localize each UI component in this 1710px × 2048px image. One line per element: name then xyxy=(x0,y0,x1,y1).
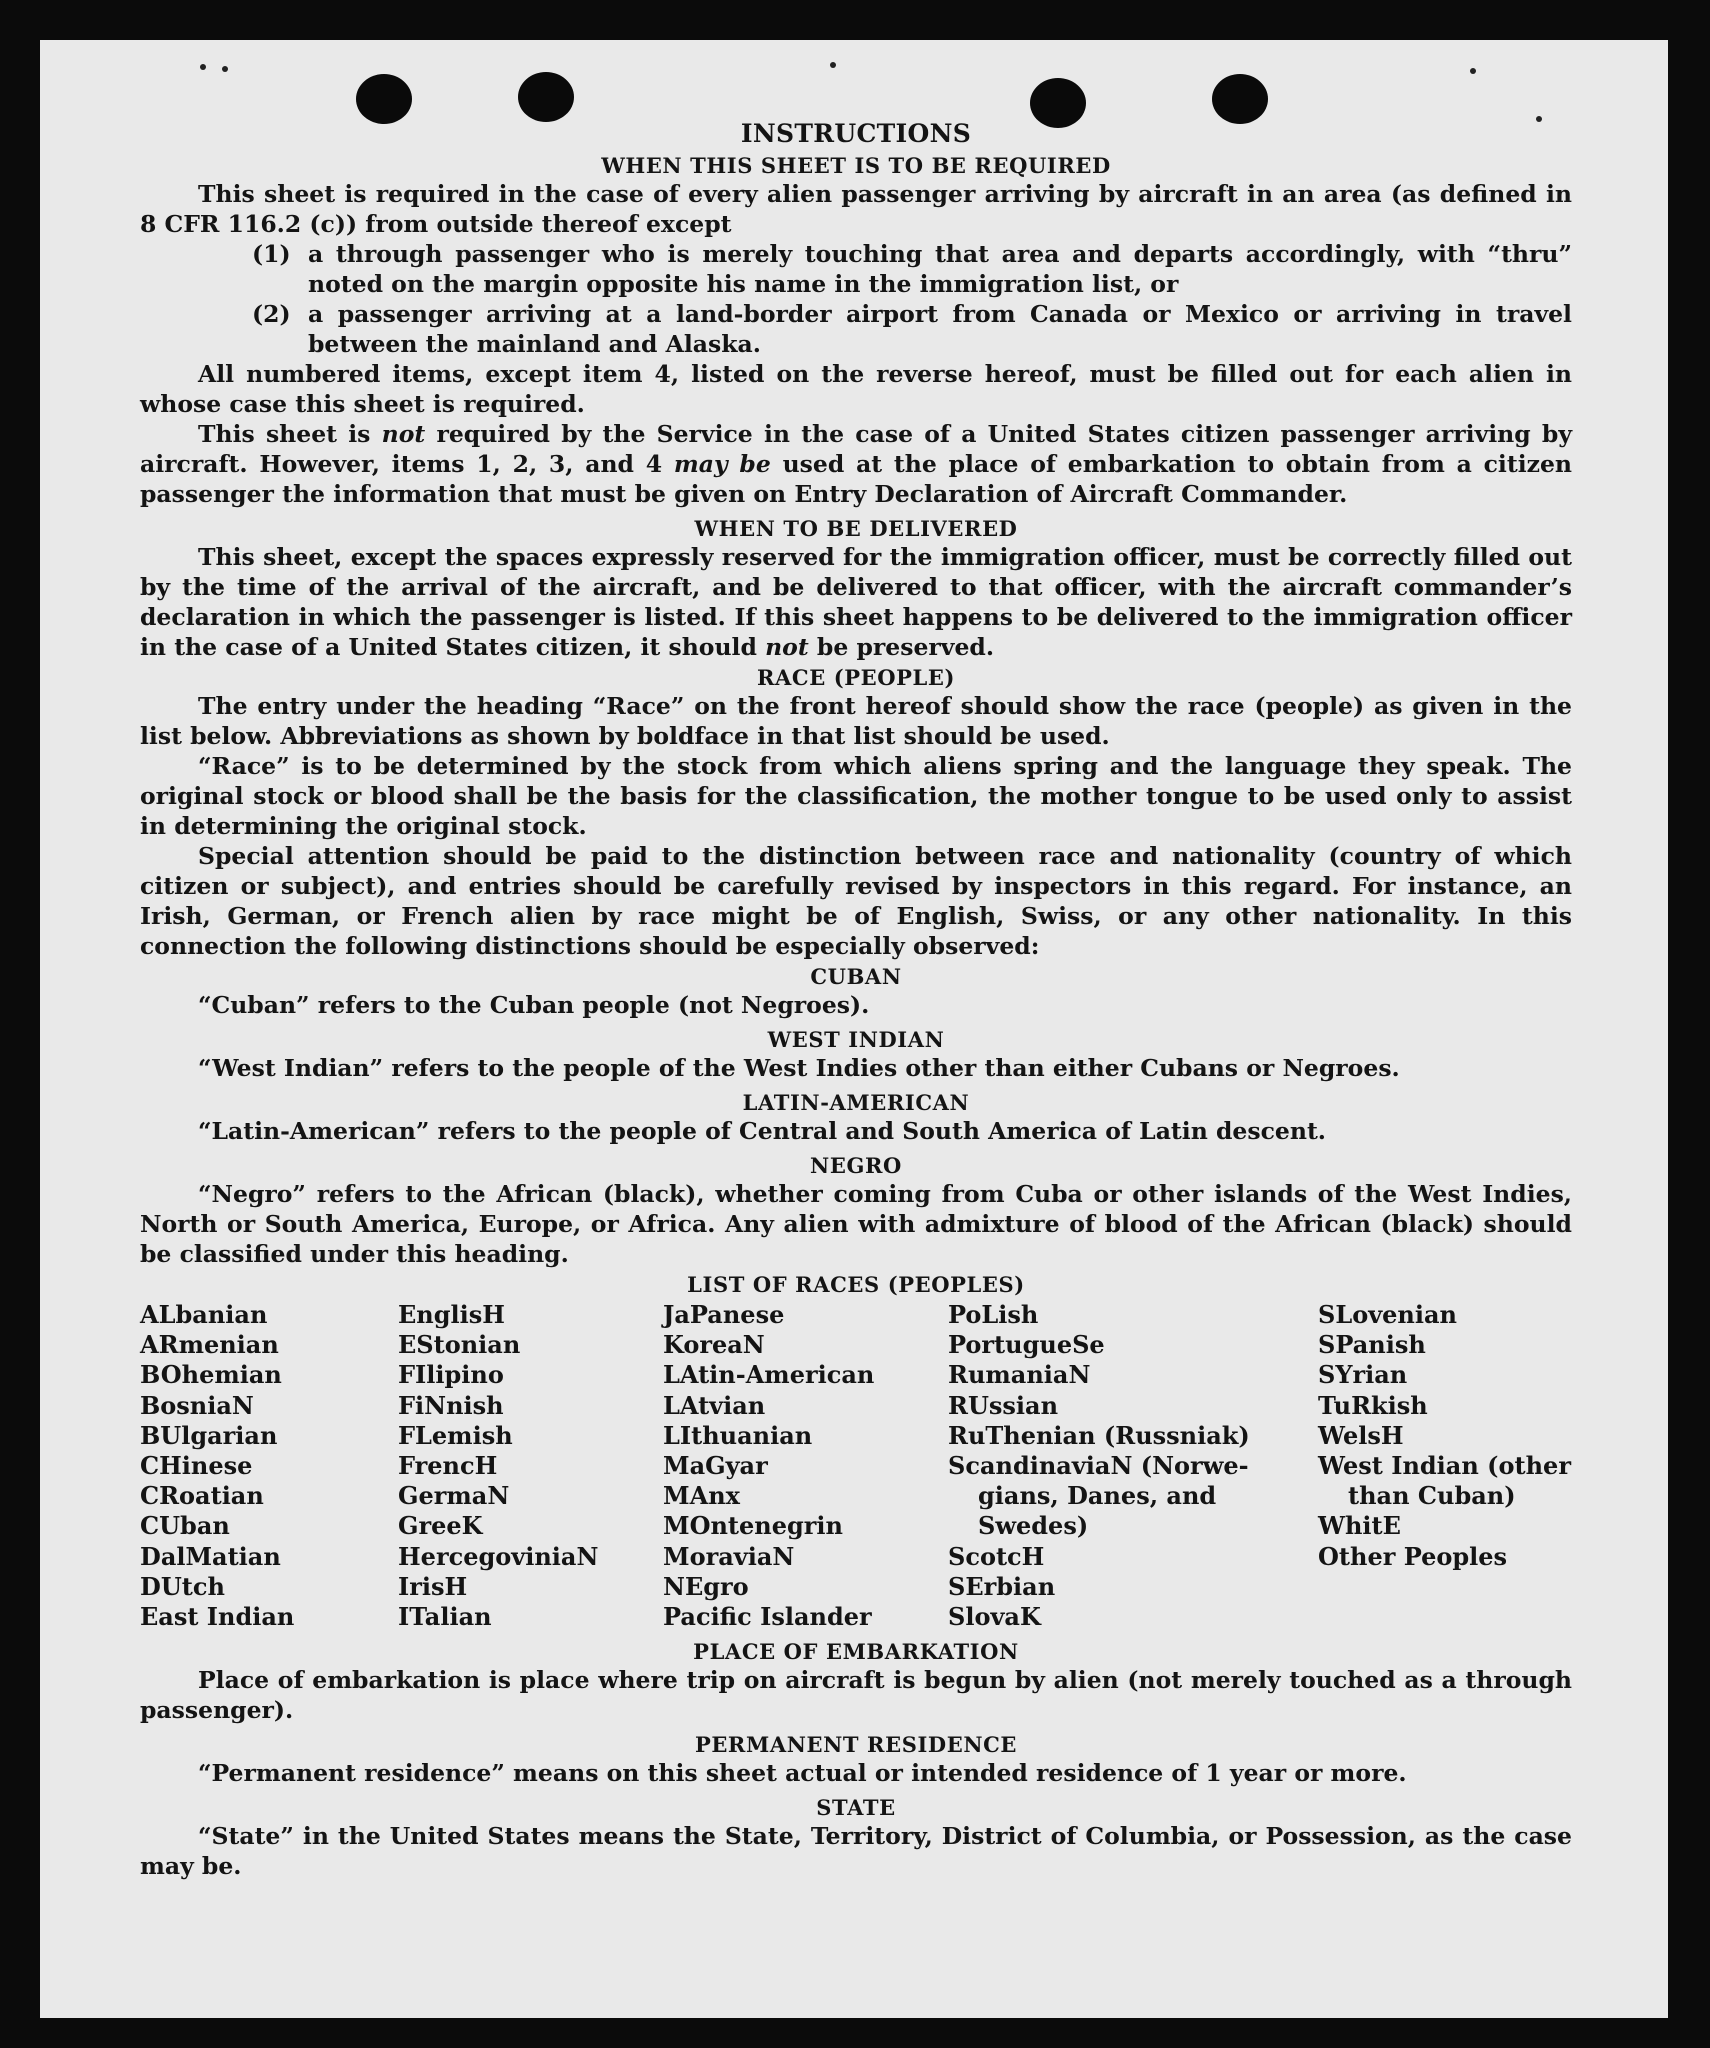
race-item: RUssian xyxy=(948,1390,1059,1420)
when-required-para2: All numbered items, except item 4, listed on the reverse hereof, must be filled out for each alien in whose case this sheet is required. xyxy=(140,360,1572,418)
race-item: FiNnish xyxy=(398,1390,504,1420)
races-column-2 xyxy=(398,1300,663,1632)
heading-state: STATE xyxy=(816,1795,896,1821)
page-title: INSTRUCTIONS xyxy=(740,119,972,148)
race-item: than Cuban) xyxy=(1348,1481,1516,1511)
race-item: West Indian (other xyxy=(1318,1451,1571,1481)
race-item: BOhemian xyxy=(140,1360,282,1390)
race-item: PortugueSe xyxy=(948,1330,1105,1360)
punch-hole xyxy=(518,72,574,122)
speck xyxy=(222,66,228,72)
text-run: This sheet is xyxy=(198,420,382,448)
residence-text: “Permanent residence” means on this sheet actual or intended residence of 1 year or more. xyxy=(198,1759,1407,1788)
races-column-1 xyxy=(140,1300,398,1632)
race-item: FLemish xyxy=(398,1420,513,1450)
race-para2: “Race” is to be determined by the stock from which aliens spring and the language they speak. The original stock or blood shall be the basis for the classification, the mother tongue to be used only to assist in determining the original stock. xyxy=(140,752,1572,840)
races-column-4 xyxy=(948,1300,1318,1632)
punch-hole xyxy=(1212,74,1268,124)
heading-when-delivered: WHEN TO BE DELIVERED xyxy=(694,516,1018,541)
item-text: a passenger arriving at a land-border airport from Canada or Mexico or arriving in travel between the mainland and Alaska. xyxy=(308,300,1572,358)
races-column-5 xyxy=(1318,1300,1572,1632)
speck xyxy=(1470,68,1476,74)
race-para3: Special attention should be paid to the distinction between race and nationality (country of which citizen or subject), and entries should be carefully revised by inspectors in this regard. For instance, an Irish, German, or French alien by race might be of English, Swiss, or any other nationality. In this connection the following distinctions should be especially observed: xyxy=(140,842,1572,960)
exception-item-1 xyxy=(252,239,1572,299)
punch-hole xyxy=(356,74,412,124)
cuban-text: “Cuban” refers to the Cuban people (not Negroes). xyxy=(198,991,870,1019)
race-item: DalMatian xyxy=(140,1541,281,1571)
heading-latin-american: LATIN-AMERICAN xyxy=(742,1090,970,1115)
race-item: TuRkish xyxy=(1318,1390,1428,1420)
race-item: PoLish xyxy=(948,1300,1039,1329)
race-item: EnglisH xyxy=(398,1300,505,1329)
embarkation-text: Place of embarkation is place where trip on aircraft is begun by alien (not merely touched as a through passenger). xyxy=(140,1666,1572,1725)
state-text: “State” in the United States means the State, Territory, District of Columbia, or Possession, as the case may be. xyxy=(140,1822,1572,1881)
race-item: LIthuanian xyxy=(663,1420,813,1450)
race-item: NEgro xyxy=(663,1571,749,1601)
emphasis-may-be: may be xyxy=(673,450,771,478)
races-column-3 xyxy=(663,1300,948,1632)
heading-place-of-embarkation: PLACE OF EMBARKATION xyxy=(693,1639,1019,1665)
race-item: JaPanese xyxy=(663,1300,785,1329)
emphasis-not: not xyxy=(381,420,426,448)
emphasis-not: not xyxy=(765,633,809,661)
race-item: Pacific Islander xyxy=(663,1602,872,1632)
race-item: FrencH xyxy=(398,1451,498,1481)
race-item: East Indian xyxy=(140,1602,295,1632)
when-required-intro: This sheet is required in the case of every alien passenger arriving by aircraft in an area (as defined in 8 CFR 116.2 (c)) from outside thereof except xyxy=(140,180,1572,238)
race-item: SLovenian xyxy=(1318,1300,1457,1329)
speck xyxy=(830,62,836,68)
race-item: MAnx xyxy=(663,1481,740,1511)
race-item: MoraviaN xyxy=(663,1541,795,1571)
text-run: be preserved. xyxy=(808,633,995,661)
document-page xyxy=(40,40,1668,2018)
race-item: WhitE xyxy=(1318,1511,1401,1541)
race-item: IrisH xyxy=(398,1571,468,1601)
race-item: SlovaK xyxy=(948,1602,1041,1632)
race-item: RuThenian (Russniak) xyxy=(948,1420,1250,1450)
race-item: Other Peoples xyxy=(1318,1541,1508,1571)
race-item: EStonian xyxy=(398,1330,521,1360)
race-item: RumaniaN xyxy=(948,1360,1091,1390)
race-para1: The entry under the heading “Race” on the front hereof should show the race (people) as given in the list below. Abbreviations as shown by boldface in that list should be used. xyxy=(140,692,1572,750)
when-delivered-text xyxy=(140,542,1572,662)
race-item: SErbian xyxy=(948,1571,1056,1601)
item-number: (2) xyxy=(252,300,291,328)
race-item: ITalian xyxy=(398,1602,492,1632)
text-run: used at the place of embarkation to obtain from a citizen passenger the information that must be given on Entry Declaration of Aircraft Commander. xyxy=(140,450,1573,508)
race-item: SPanish xyxy=(1318,1330,1426,1360)
race-item: ARmenian xyxy=(140,1330,279,1360)
heading-permanent-residence: PERMANENT RESIDENCE xyxy=(694,1732,1018,1758)
race-item: Swedes) xyxy=(978,1511,1089,1541)
race-item: GreeK xyxy=(398,1511,483,1541)
race-item: MOntenegrin xyxy=(663,1511,843,1541)
race-item: HercegoviniaN xyxy=(398,1541,599,1571)
heading-race: RACE (PEOPLE) xyxy=(756,665,956,690)
negro-text: “Negro” refers to the African (black), whether coming from Cuba or other islands of the West Indies, North or South America, Europe, or Africa. Any alien with admixture of blood of the African (black) should be classified under this heading. xyxy=(140,1180,1572,1268)
race-item: CRoatian xyxy=(140,1481,264,1511)
heading-when-required: WHEN THIS SHEET IS TO BE REQUIRED xyxy=(601,153,1111,178)
heading-west-indian: WEST INDIAN xyxy=(767,1027,945,1052)
item-text: a through passenger who is merely touching that area and departs accordingly, with “thru” noted on the margin opposite his name in the immigration list, or xyxy=(308,240,1572,298)
race-item: ScandinaviaN (Norwe- xyxy=(948,1451,1249,1481)
instructions-content xyxy=(140,118,1572,1881)
race-item: FIlipino xyxy=(398,1360,504,1390)
race-item: LAtvian xyxy=(663,1390,766,1420)
latin-american-text: “Latin-American” refers to the people of Central and South America of Latin descent. xyxy=(198,1117,1326,1145)
item-number: (1) xyxy=(252,240,291,268)
race-item: ALbanian xyxy=(140,1300,268,1329)
heading-list-of-races: LIST OF RACES (PEOPLES) xyxy=(687,1272,1025,1297)
race-item: GermaN xyxy=(398,1481,510,1511)
race-item: ScotcH xyxy=(948,1541,1045,1571)
race-item: DUtch xyxy=(140,1571,225,1601)
race-item: gians, Danes, and xyxy=(978,1481,1217,1511)
race-item: SYrian xyxy=(1318,1360,1408,1390)
race-item: CUban xyxy=(140,1511,230,1541)
races-list xyxy=(140,1300,1572,1632)
race-item: BUlgarian xyxy=(140,1420,278,1450)
when-required-para3 xyxy=(140,419,1572,509)
text-run: required by the Service in the case of a United States citizen passenger arriving by aircraft. However, items 1, 2, 3, and 4 xyxy=(140,420,1572,478)
text-run: This sheet, except the spaces expressly reserved for the immigration officer, must be correctly filled out by the time of the arrival of the aircraft, and be delivered to that officer, with the aircraft commander’s declaration in which the passenger is listed. If this sheet happens to be delivered to the immigration officer in the case of a United States citizen, it should xyxy=(140,543,1572,661)
race-item: CHinese xyxy=(140,1451,253,1481)
race-item: BosniaN xyxy=(140,1390,254,1420)
west-indian-text: “West Indian” refers to the people of the West Indies other than either Cubans or Negroes. xyxy=(198,1054,1400,1082)
heading-negro: NEGRO xyxy=(810,1153,902,1178)
race-item: MaGyar xyxy=(663,1451,768,1481)
race-item: WelsH xyxy=(1318,1420,1404,1450)
race-item: KoreaN xyxy=(663,1330,765,1360)
exception-item-2 xyxy=(252,299,1572,359)
heading-cuban: CUBAN xyxy=(810,964,902,989)
race-item: LAtin-American xyxy=(663,1360,875,1390)
speck xyxy=(200,64,206,70)
